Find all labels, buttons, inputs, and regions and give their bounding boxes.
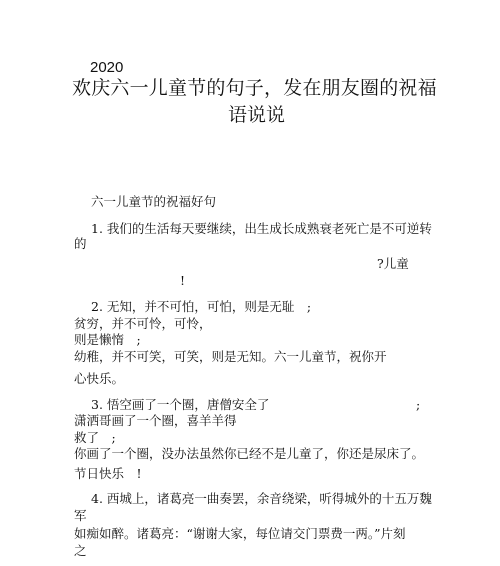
paragraph-4-line-1: 4. 西城上，诸葛亮一曲奏罢，余音绕梁，听得城外的十五万魏	[91, 491, 432, 506]
paragraph-1-line-4: !	[180, 273, 186, 288]
paragraph-3-line-5: 节日快乐 !	[74, 466, 142, 481]
paragraph-2-line-2: 贫穷，并不可怜，可怜，	[74, 316, 212, 331]
paragraph-2-line-4: 幼稚，并不可笑，可笑，则是无知。六一儿童节，祝你开	[74, 349, 387, 364]
document-title-line-1: 欢庆六一儿童节的句子，发在朋友圈的祝福	[72, 77, 437, 99]
paragraph-1-line-2: 的	[74, 236, 87, 251]
document-year: 2020	[90, 59, 124, 76]
paragraph-4-line-2: 军	[74, 508, 87, 523]
paragraph-1-line-3: ?儿童	[377, 256, 409, 271]
paragraph-2-line-1: 2. 无知，并不可怕，可怕，则是无耻 ;	[91, 299, 312, 314]
paragraph-2-line-3: 则是懒惰 ;	[74, 332, 141, 347]
paragraph-4-line-3: 如痴如醉。诸葛亮：“谢谢大家，每位请交门票费一两。”片刻	[74, 526, 406, 541]
paragraph-3-line-1-end: ;	[416, 397, 421, 412]
paragraph-1-line-1: 1. 我们的生活每天要继续，出生成长成熟衰老死亡是不可逆转	[91, 221, 432, 236]
paragraph-3-line-2: 潇洒哥画了一个圈，喜羊羊得	[74, 413, 237, 428]
paragraph-2-line-5: 心快乐。	[74, 371, 125, 386]
section-heading: 六一儿童节的祝福好句	[91, 194, 217, 209]
paragraph-3-line-4: 你画了一个圈，没办法虽然你已经不是儿童了，你还是尿床了。	[74, 446, 425, 461]
document-title-line-2: 语说说	[228, 104, 286, 126]
paragraph-4-line-4: 之	[74, 543, 87, 558]
paragraph-3-line-3: 救了 ;	[74, 430, 116, 445]
paragraph-3-line-1: 3. 悟空画了一个圈，唐僧安全了	[91, 397, 270, 412]
